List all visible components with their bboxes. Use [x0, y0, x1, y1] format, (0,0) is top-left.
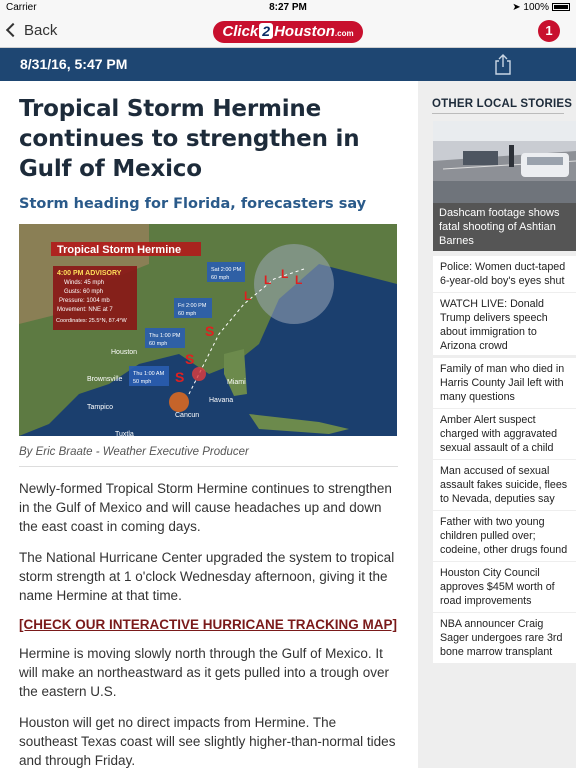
- back-button[interactable]: Back: [8, 22, 57, 39]
- status-bar: [0, 0, 576, 16]
- svg-text:S: S: [185, 351, 195, 367]
- share-icon[interactable]: [494, 53, 512, 75]
- city-label: Houston: [111, 349, 138, 356]
- advisory-row: Pressure: 1004 mb: [59, 298, 110, 304]
- story-item[interactable]: Family of man who died in Harris County Jail left with many questions: [433, 358, 576, 408]
- article-body: [0, 81, 418, 768]
- battery-indicator: ➤ 100%: [512, 2, 570, 13]
- svg-text:S: S: [175, 369, 185, 385]
- city-label: Brownsville: [87, 376, 123, 383]
- advisory-title: 4:00 PM ADVISORY: [57, 270, 122, 277]
- svg-text:L: L: [295, 273, 303, 287]
- story-item[interactable]: Amber Alert suspect charged with aggravated sexual assault of a child: [433, 409, 576, 459]
- article-paragraph: Newly-formed Tropical Storm Hermine continues to strengthen in the Gulf of Mexico and will cause headaches up and down the east coast in coming days.: [19, 481, 392, 534]
- dashcam-image: [433, 121, 576, 203]
- story-item[interactable]: Police: Women duct-taped 6-year-old boy's eyes shut: [433, 256, 576, 292]
- navigation-bar: [0, 16, 576, 48]
- forecast-day: Thu 1:00 PM: [149, 333, 181, 339]
- story-item[interactable]: Man accused of sexual assault fakes suicide, flees to Nevada, deputies say: [433, 460, 576, 510]
- advisory-row: Movement: NNE at 7: [57, 307, 113, 313]
- sidebar: [418, 81, 576, 768]
- story-item[interactable]: WATCH LIVE: Donald Trump delivers speech about immigration to Arizona crowd: [433, 293, 576, 355]
- svg-text:L: L: [281, 267, 289, 281]
- svg-text:S: S: [205, 323, 215, 339]
- chevron-left-icon: [6, 23, 20, 37]
- clock: 8:27 PM: [269, 2, 307, 13]
- city-label: Cancun: [175, 412, 200, 419]
- advisory-row: Coordinates: 25.5°N, 87.4°W: [56, 318, 127, 324]
- sidebar-heading: OTHER LOCAL STORIES: [432, 98, 573, 110]
- article-paragraph: Houston will get no direct impacts from Hermine. The southeast Texas coast will see slightly higher-than-normal tides and through Friday.: [19, 715, 396, 768]
- battery-icon: [552, 3, 570, 11]
- notification-badge[interactable]: 1: [538, 20, 560, 42]
- svg-text:L: L: [244, 289, 252, 303]
- article-title: Tropical Storm Hermine continues to strengthen in Gulf of Mexico: [19, 96, 360, 182]
- city-label: Tuxtla: [115, 431, 134, 436]
- location-icon: ➤: [512, 2, 521, 13]
- forecast-day: Thu 1:00 AM: [133, 371, 165, 377]
- forecast-wind: 60 mph: [149, 341, 168, 347]
- byline: By Eric Braate - Weather Executive Producer: [19, 446, 398, 467]
- advisory-row: Gusts: 60 mph: [64, 289, 104, 295]
- city-label: Havana: [209, 397, 234, 404]
- forecast-wind: 50 mph: [133, 379, 152, 385]
- map-title: Tropical Storm Hermine: [57, 244, 182, 256]
- svg-text:L: L: [264, 273, 272, 287]
- forecast-wind: 60 mph: [178, 311, 197, 317]
- featured-story-caption: Dashcam footage shows fatal shooting of Ashtian Barnes: [439, 207, 560, 247]
- article-date: 8/31/16, 5:47 PM: [20, 56, 128, 72]
- forecast-wind: 60 mph: [211, 275, 230, 281]
- advisory-row: Winds: 45 mph: [64, 280, 105, 286]
- divider: [432, 113, 564, 114]
- article-paragraph: Hermine is moving slowly north through the Gulf of Mexico. It will make an northeastward as it gets pulled into a trough over the eastern U.S.: [19, 646, 389, 699]
- storm-map-image: [19, 224, 397, 436]
- click2houston-logo: Click 2 Houston.com: [213, 21, 363, 43]
- article-paragraph: The National Hurricane Center upgraded the system to tropical storm strength at 1 o'clock Wednesday afternoon, giving it the name Hermine at that time.: [19, 550, 395, 603]
- hurricane-map-link[interactable]: [CHECK OUR INTERACTIVE HURRICANE TRACKING MAP]: [19, 617, 397, 632]
- date-bar: [0, 48, 576, 81]
- article-subhead: Storm heading for Florida, forecasters say: [19, 196, 367, 212]
- forecast-day: Fri 2:00 PM: [178, 303, 207, 309]
- story-item[interactable]: NBA announcer Craig Sager undergoes rare 3rd bone marrow transplant: [433, 613, 576, 663]
- city-label: Tampico: [87, 404, 114, 411]
- city-label: Miami: [227, 379, 246, 386]
- carrier-label: Carrier: [6, 2, 37, 13]
- story-item[interactable]: Houston City Council approves $45M worth of road improvements: [433, 562, 576, 612]
- story-item[interactable]: Father with two young children pulled over; codeine, other drugs found: [433, 511, 576, 561]
- featured-story[interactable]: [433, 121, 576, 251]
- forecast-day: Sat 2:00 PM: [211, 267, 242, 273]
